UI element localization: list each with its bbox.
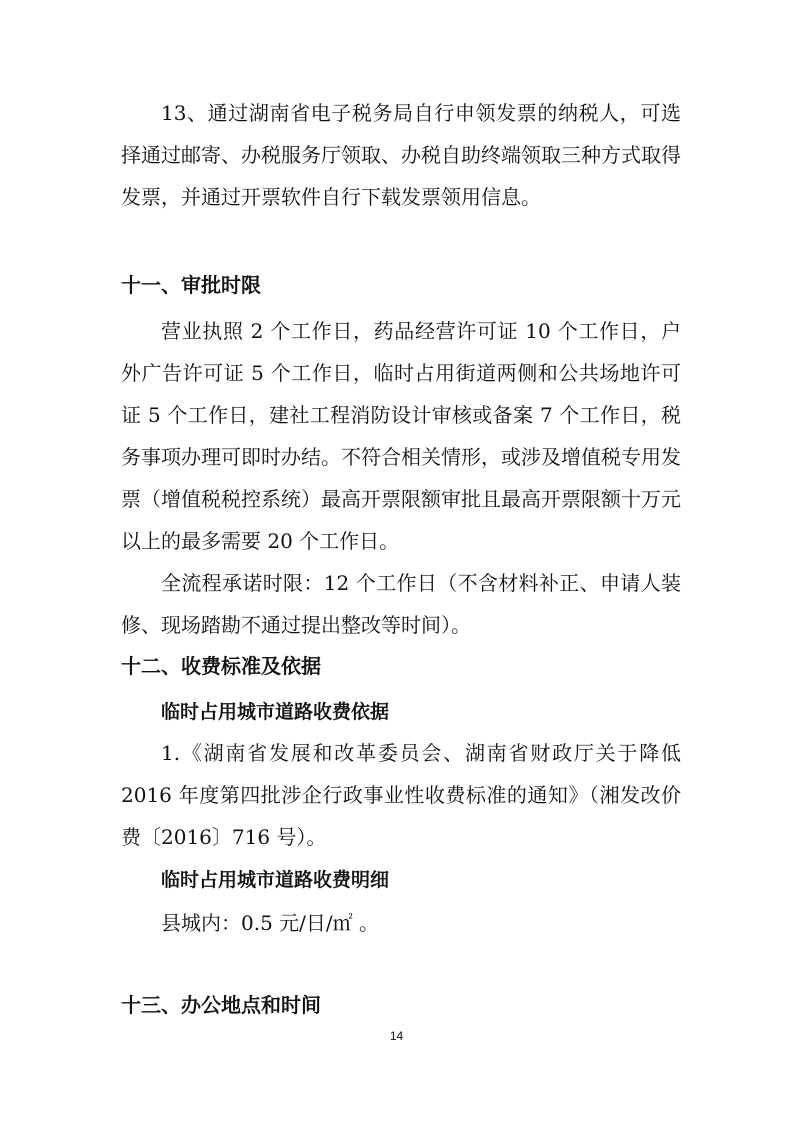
item-13-paragraph: 13、通过湖南省电子税务局自行申领发票的纳税人，可选择通过邮寄、办税服务厅领取、办税自助终端领取三种方式取得发票，并通过开票软件自行下载发票领用信息。 xyxy=(121,101,681,209)
fee-detail-title: 临时占用城市道路收费明细 xyxy=(161,869,390,891)
section-12-heading: 十二、收费标准及依据 xyxy=(121,654,321,678)
section-11-paragraph-1: 营业执照 2 个工作日，药品经营许可证 10 个工作日，户外广告许可证 5 个工作日，临时占用街道两侧和公共场地许可证 5 个工作日，建社工程消防设计审核或备案 7 个工作日，税务事项办理可即时办结。不符合相关情形，或涉及增值税专用发票（增值税税控系统）最高开票限额审批且最高开票限额十万元以上的最多需要 20 个工作日。 xyxy=(121,319,681,553)
page-number: 14 xyxy=(389,1029,404,1043)
section-11-paragraph-2: 全流程承诺时限：12 个工作日（不含材料补正、申请人装修、现场踏勘不通过提出整改等时间）。 xyxy=(121,571,681,637)
fee-basis-title: 临时占用城市道路收费依据 xyxy=(161,701,390,723)
section-13-heading: 十三、办公地点和时间 xyxy=(121,993,321,1017)
fee-basis-text: 1.《湖南省发展和改革委员会、湖南省财政厅关于降低 2016 年度第四批涉企行政事业性收费标准的通知》（湘发改价费〔2016〕716 号）。 xyxy=(121,741,681,849)
section-11-heading: 十一、审批时限 xyxy=(121,273,261,297)
fee-detail-text: 县城内：0.5 元/日/㎡ 。 xyxy=(161,911,379,935)
